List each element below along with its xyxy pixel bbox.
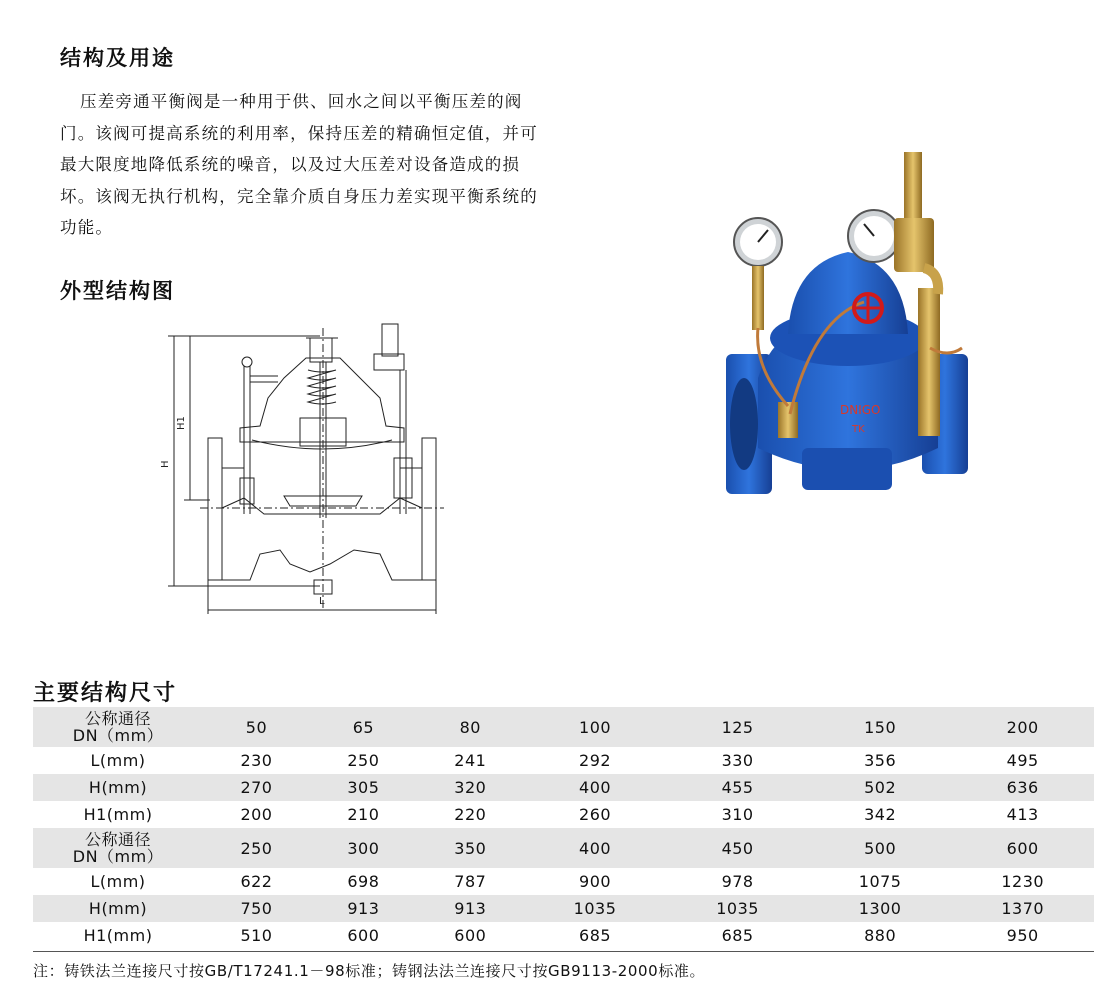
photo-brand-sub: TK <box>852 424 865 435</box>
table-cell: 787 <box>454 872 487 891</box>
table-cell: 125 <box>666 707 809 747</box>
table-cell: 260 <box>579 805 612 824</box>
dim-label-l: L <box>319 596 325 607</box>
table-row <box>33 707 1094 747</box>
table-row <box>33 828 1094 868</box>
table-cell: 502 <box>809 774 952 801</box>
table-cell: 200 <box>240 805 273 824</box>
table-cell: 270 <box>203 774 310 801</box>
dim-label-h: H <box>160 460 171 468</box>
table-cell: 300 <box>310 828 417 868</box>
table-cell: 305 <box>310 774 417 801</box>
table-cell: 330 <box>721 751 754 770</box>
table-cell: 220 <box>454 805 487 824</box>
table-cell: 510 <box>240 926 273 945</box>
table-cell: 292 <box>579 751 612 770</box>
table-cell: 356 <box>864 751 897 770</box>
table-cell: 750 <box>203 895 310 922</box>
table-cell: 200 <box>951 707 1094 747</box>
table-cell: 80 <box>417 707 524 747</box>
footnote: 注：铸铁法兰连接尺寸按GB/T17241.1－98标准；铸钢法法兰连接尺寸按GB9113-2000标准。 <box>33 962 706 980</box>
section-title-figure: 外型结构图 <box>60 278 175 303</box>
table-cell: 685 <box>579 926 612 945</box>
section-title-dimensions: 主要结构尺寸 <box>33 680 178 706</box>
table-cell: 250 <box>347 751 380 770</box>
table-cell: 1035 <box>666 895 809 922</box>
table-cell: 685 <box>721 926 754 945</box>
table-cell: 320 <box>417 774 524 801</box>
table-cell: 500 <box>809 828 952 868</box>
table-cell: 1075 <box>858 872 902 891</box>
table-row-header: L(mm) <box>90 872 146 891</box>
dimensions-table <box>33 707 1094 949</box>
table-cell: 310 <box>721 805 754 824</box>
purpose-text: 压差旁通平衡阀是一种用于供、回水之间以平衡压差的阀门。该阀可提高系统的利用率，保持压差的精确恒定值，并可最大限度地降低系统的噪音，以及过大压差对设备造成的损坏。该阀无执行机构，完全靠介质自身压力差实现平衡系统的功能。 <box>60 92 538 237</box>
table-row <box>33 922 1094 949</box>
table-cell: 622 <box>240 872 273 891</box>
table-cell: 600 <box>347 926 380 945</box>
table-cell: 342 <box>864 805 897 824</box>
table-row-header: H1(mm) <box>83 926 153 945</box>
table-row <box>33 774 1094 801</box>
table-cell: 50 <box>203 707 310 747</box>
table-cell: 880 <box>864 926 897 945</box>
table-cell: 1035 <box>524 895 667 922</box>
table-row <box>33 747 1094 774</box>
table-cell: 913 <box>417 895 524 922</box>
table-cell: 978 <box>721 872 754 891</box>
section-title-purpose: 结构及用途 <box>60 45 175 70</box>
table-row <box>33 868 1094 895</box>
table-cell: 1300 <box>809 895 952 922</box>
table-row-header: 公称通径 DN（mm） <box>33 828 203 868</box>
table-cell: 900 <box>579 872 612 891</box>
dim-label-h1: H1 <box>176 416 187 430</box>
table-cell: 241 <box>454 751 487 770</box>
table-cell: 250 <box>203 828 310 868</box>
table-cell: 450 <box>666 828 809 868</box>
table-row-header: 公称通径 DN（mm） <box>33 707 203 747</box>
table-cell: 400 <box>524 828 667 868</box>
valve-cross-section-drawing <box>160 318 450 618</box>
table-cell: 1370 <box>951 895 1094 922</box>
purpose-paragraph <box>60 86 538 244</box>
table-cell: 65 <box>310 707 417 747</box>
table-cell: 950 <box>1006 926 1039 945</box>
table-cell: 455 <box>666 774 809 801</box>
table-row <box>33 895 1094 922</box>
table-cell: 230 <box>240 751 273 770</box>
table-cell: 350 <box>417 828 524 868</box>
table-cell: 636 <box>951 774 1094 801</box>
table-row-header: L(mm) <box>90 751 146 770</box>
table-cell: 150 <box>809 707 952 747</box>
table-row-header: H1(mm) <box>83 805 153 824</box>
table-cell: 210 <box>347 805 380 824</box>
table-cell: 1230 <box>1001 872 1045 891</box>
table-cell: 400 <box>524 774 667 801</box>
table-bottom-rule <box>33 951 1094 952</box>
table-cell: 100 <box>524 707 667 747</box>
table-cell: 600 <box>951 828 1094 868</box>
table-row-header: H(mm) <box>33 774 203 801</box>
table-cell: 913 <box>310 895 417 922</box>
photo-brand-text: DNIGO <box>840 403 881 417</box>
table-row-header: H(mm) <box>33 895 203 922</box>
table-cell: 600 <box>454 926 487 945</box>
valve-product-photo <box>718 148 980 500</box>
table-cell: 495 <box>1006 751 1039 770</box>
table-cell: 413 <box>1006 805 1039 824</box>
table-cell: 698 <box>347 872 380 891</box>
table-row <box>33 801 1094 828</box>
